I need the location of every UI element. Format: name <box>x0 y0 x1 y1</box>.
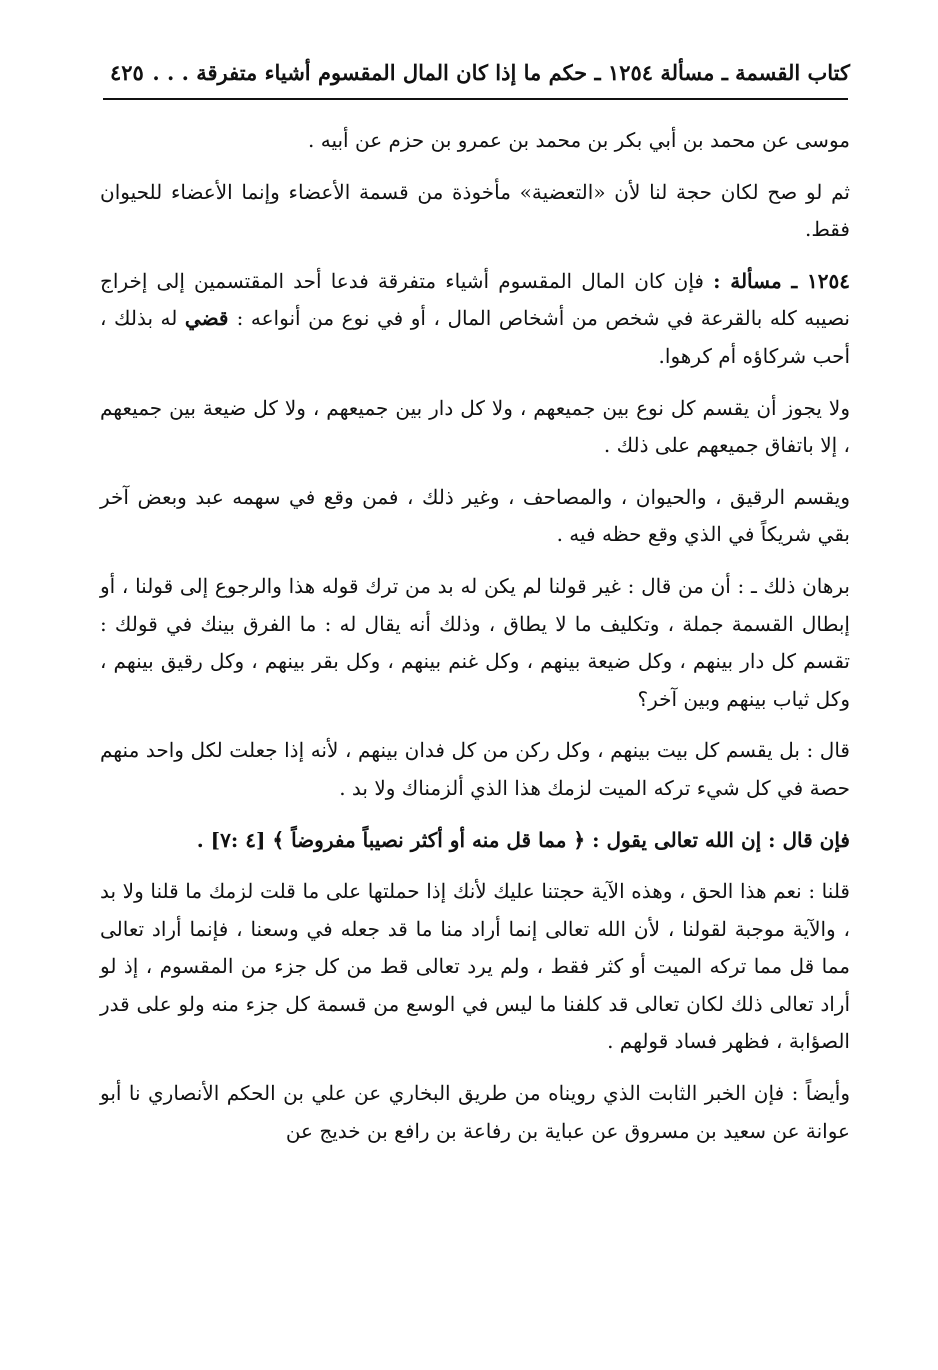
paragraph-6: برهان ذلك ـ : أن من قال : غير قولنا لم يكن له بد من ترك قوله هذا والرجوع إلى قولنا ، أو إبطال القسمة جملة ، وتكليف ما لا يطاق ، وذلك أنه يقال له : ما الفرق بينك في قولك : تقسم كل دار بينهم ، وكل ضيعة بينهم ، وكل غنم بينهم ، وكل بقر بينهم ، وكل رقيق بينهم ، وكل ثياب بينهم وبين آخر؟ <box>100 573 850 711</box>
paragraph-5: ويقسم الرقيق ، والحيوان ، والمصاحف ، وغير ذلك ، فمن وقع في سهمه عبد وبعض آخر بقي شريكاً في الذي وقع حظه فيه . <box>100 484 850 547</box>
page-number: ٤٢٥ <box>110 60 144 85</box>
masala-text: فإن كان المال المقسوم أشياء متفرقة فدعا أحد المقتسمين إلى إخراج نصيبه كله بالقرعة في شخص من أشخاص المال ، أو في نوع من أنواعه : <box>100 268 851 331</box>
masala-heading: ١٢٥٤ ـ مسألة : <box>713 268 850 293</box>
masala-rest: له بذلك ، أحب شركاؤه أم كرهوا. <box>100 306 850 368</box>
header-title: كتاب القسمة ـ مسألة ١٢٥٤ ـ حكم ما إذا كان المال المقسوم أشياء متفرقة . . . <box>152 60 850 85</box>
paragraph-4: ولا يجوز أن يقسم كل نوع بين جميعهم ، ولا كل دار بين جميعهم ، ولا كل ضيعة بين جميعهم ، إلا باتفاق جميعهم على ذلك . <box>100 395 850 458</box>
paragraph-10: وأيضاً : فإن الخبر الثابت الذي رويناه من طريق البخاري عن علي بن الحكم الأنصاري نا أبو عوانة عن سعيد بن مسروق عن عباية بن رفاعة بن رافع بن خديج عن <box>100 1081 850 1143</box>
paragraph-9: قلنا : نعم هذا الحق ، وهذه الآية حجتنا عليك لأنك إذا حملتها على ما قلت لزمك ما قلنا ولا بد ، والآية موجبة لقولنا ، لأن الله تعالى إنما أراد منا ما قد جعله في وسعنا ، فإنما أراد تعالى مما قل مما تركه الميت أو كثر فقط ، ولم يرد تعالى قط من كل جزء من المقسوم ، إذ لو أراد تعالى ذلك لكان تعالى قد كلفنا ما ليس في الوسع من قسمة كل جزء منه ولو على قدر الصؤابة ، فظهر فساد قولهم . <box>100 879 850 1054</box>
paragraph-1: موسى عن محمد بن أبي بكر بن محمد بن عمرو بن حزم عن أبيه . <box>308 128 850 152</box>
paragraph-7: قال : بل يقسم كل بيت بينهم ، وكل ركن من كل فدان بينهم ، لأنه إذا جعلت لكل واحد منهم حصة في كل شيء تركه الميت لزمك هذا الذي ألزمناك ولا بد . <box>100 738 850 800</box>
paragraph-quran-quote: فإن قال : إن الله تعالى يقول : ﴿ مما قل منه أو أكثر نصيباً مفروضاً ﴾ [٤ :٧] . <box>196 827 850 852</box>
paragraph-masala <box>100 263 850 376</box>
body-text <box>100 122 850 1164</box>
paragraph-2: ثم لو صح لكان حجة لنا لأن «التعضية» مأخوذة من قسمة الأعضاء وإنما الأعضاء للحيوان فقط. <box>100 179 850 242</box>
header-divider <box>103 98 848 100</box>
running-header <box>110 52 850 92</box>
masala-ruling: قضي <box>184 306 237 331</box>
